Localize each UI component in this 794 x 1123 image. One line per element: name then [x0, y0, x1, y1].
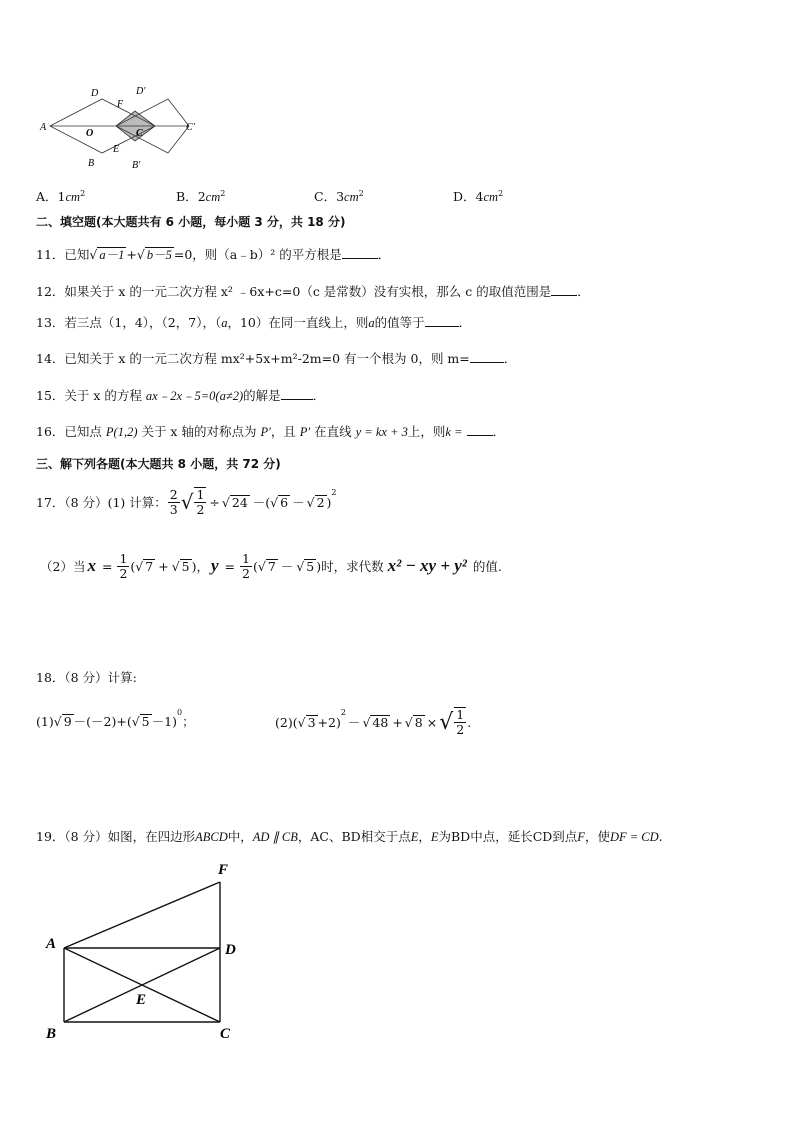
label-c: C: [136, 128, 143, 139]
label-f: F: [218, 862, 229, 878]
label-o: O: [86, 128, 94, 139]
label-d: D: [225, 942, 236, 958]
option-c[interactable]: C．$3cm^2$: [314, 188, 364, 204]
option-a[interactable]: A．$1cm^2$: [36, 188, 86, 204]
question-16: 16．已知点 P(1,2) 关于 x 轴的对称点为 P′，且 P′ 在直线 y = kx + 3上，则k = ．: [36, 424, 506, 439]
sqrt-icon: √: [135, 558, 144, 574]
label-c: C: [220, 1026, 231, 1042]
sqrt-icon: √: [257, 558, 266, 574]
answer-blank[interactable]: [470, 351, 504, 363]
label-d-prime: D': [136, 86, 146, 97]
section-heading-fill-in: 二、填空题(本大题共有 6 小题，每小题 3 分，共 18 分): [36, 215, 346, 229]
sqrt-icon: √: [362, 714, 371, 730]
label-f: F: [117, 99, 124, 110]
label-a: A: [46, 936, 57, 952]
answer-blank[interactable]: [281, 388, 313, 400]
sqrt-icon: √: [297, 714, 306, 730]
question-19: 19．（8 分）如图，在四边形ABCD中，AD ∥ CB，AC、BD相交于点E，E为BD中点，延长CD到点F，使DF = CD.: [36, 829, 663, 844]
question-17-part1: 17．（8 分）(1) 计算： $\frac{2}{3}$ √ $\frac{1}{2}$ ÷ √ 24 －( √ 6 － √ 2 ) $^2$: [36, 486, 337, 517]
sqrt-icon: √: [131, 713, 140, 729]
sqrt-icon: √: [171, 558, 180, 574]
label-b-prime: B': [132, 160, 141, 171]
label-e: E: [113, 144, 120, 155]
figure-rhombus: [36, 84, 211, 174]
figure-quadrilateral: [40, 856, 250, 1046]
sqrt-icon: √: [89, 247, 98, 262]
question-18-part1: (1) √ 9 －(－2)+( √ 5 －1) $^0$ ；: [36, 708, 195, 729]
label-b: B: [46, 1026, 57, 1042]
section-heading-solve: 三、解下列各题(本大题共 8 小题，共 72 分): [36, 457, 281, 471]
sqrt-icon: √: [404, 714, 413, 730]
question-11: 11．已知√ a－1 +√ b－5 =0，则（a﹣b）² 的平方根是 ．: [36, 247, 391, 262]
answer-blank[interactable]: [551, 284, 577, 296]
answer-blank[interactable]: [425, 315, 459, 327]
sqrt-icon: √: [53, 713, 62, 729]
question-13: 13．若三点（1，4），（2，7），（a，10）在同一直线上，则a的值等于 ．: [36, 315, 472, 330]
sqrt-icon: √: [270, 494, 279, 510]
label-b: B: [88, 158, 95, 169]
answer-blank[interactable]: [467, 424, 493, 436]
sqrt-icon: √: [439, 709, 454, 735]
option-b[interactable]: B．$2cm^2$: [176, 188, 226, 204]
label-d: D: [91, 88, 99, 99]
sqrt-icon: √: [296, 558, 305, 574]
label-a: A: [40, 122, 47, 133]
answer-blank[interactable]: [342, 247, 378, 259]
option-d[interactable]: D．$4cm^2$: [453, 188, 504, 204]
sqrt-icon: √: [306, 494, 315, 510]
question-18-part2: (2)( √ 3 +2) $^2$ － √ 48 + √ 8 × √ $\frac{1}{2}$ .: [275, 707, 472, 737]
question-14: 14．已知关于 x 的一元二次方程 mx²+5x+m²-2m=0 有一个根为 0，则 m= ．: [36, 351, 517, 366]
question-12: 12．如果关于 x 的一元二次方程 x² ﹣6x+c=0（c 是常数）没有实根，那么 c 的取值范围是 ．: [36, 284, 590, 299]
sqrt-icon: √: [180, 490, 194, 514]
label-c-prime: C': [186, 122, 195, 133]
question-17-part2: （2）当 x = $\frac{1}{2}$ ( √ 7 + √ 5 )， y = $\frac{1}{2}$ ( √ 7 － √ 5 )时，求代数 x² − xy + y² 的值.: [40, 550, 502, 581]
label-e: E: [136, 992, 147, 1008]
question-15: 15．关于 x 的方程 ax﹣2x﹣5=0(a≠2)的解是 ．: [36, 388, 326, 403]
question-18-title: 18．（8 分）计算:: [36, 670, 137, 685]
sqrt-icon: √: [221, 494, 230, 510]
sqrt-icon: √: [136, 247, 145, 262]
